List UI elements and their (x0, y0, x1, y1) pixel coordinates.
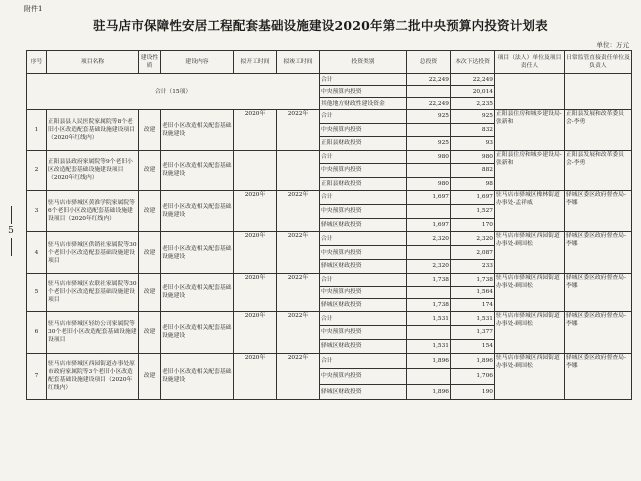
project-seq: 3 (27, 191, 47, 232)
project-content: 老旧小区改造相关配套基础设施建设 (161, 191, 234, 232)
header-start: 拟开工时间 (234, 51, 277, 74)
investment-plan-table (26, 50, 632, 400)
project-unit-person: 驻马店市驿城区橡林街道办事处-孟祥威 (495, 191, 565, 232)
project-name: 驻马店市驿城区农联社家属院等30个老旧小区改造配套基础设施建设项目 (47, 273, 139, 311)
project-nature: 改建 (139, 312, 161, 353)
project-nature: 改建 (139, 232, 161, 273)
project-supervisor: 驿城区委区政府督查局-李娜 (565, 353, 632, 400)
current-investment: 1,377 (451, 325, 495, 339)
total-investment: 925 (407, 110, 451, 124)
total-investment (407, 204, 451, 218)
page-number-marker (4, 205, 18, 257)
project-nature: 改建 (139, 191, 161, 232)
current-investment: 1,697 (451, 191, 495, 205)
project-supervisor: 驿城区委区政府督查局-李娜 (565, 191, 632, 232)
total-investment: 925 (407, 137, 451, 151)
investment-category: 合计 (320, 150, 407, 164)
current-investment: 1,527 (451, 204, 495, 218)
investment-category: 正阳县财政投资 (320, 137, 407, 151)
current-investment: 925 (451, 110, 495, 124)
total-investment: 1,738 (407, 299, 451, 312)
table-row (27, 232, 632, 246)
project-unit-person: 正阳县住房和城乡建设局-张新和 (495, 110, 565, 151)
investment-category: 合计 (320, 110, 407, 124)
investment-category: 合计 (320, 232, 407, 246)
project-supervisor: 驿城区委区政府督查局-李娜 (565, 273, 632, 311)
total-investment: 1,531 (407, 312, 451, 326)
total-investment: 1,697 (407, 218, 451, 232)
project-seq: 4 (27, 232, 47, 273)
project-unit-person: 驻马店市驿城区西园街道办事处-顾国松 (495, 353, 565, 400)
header-finish: 拟竣工时间 (277, 51, 320, 74)
header-total: 总投资 (407, 51, 451, 74)
summary-current: 20,014 (451, 86, 495, 98)
document-title: 驻马店市保障性安居工程配套基础设施建设2020年第二批中央预算内投资计划表 (93, 18, 548, 33)
header-seq: 序号 (27, 51, 47, 74)
project-seq: 5 (27, 273, 47, 311)
summary-total (407, 86, 451, 98)
project-seq: 1 (27, 110, 47, 151)
total-investment (407, 286, 451, 299)
project-name: 驻马店市驿城区黄淮学院家属院等6个老旧小区改造配套基础设施建设项目（2020年红线内） (47, 191, 139, 232)
current-investment: 1,564 (451, 286, 495, 299)
summary-supervisor-empty (565, 74, 632, 110)
investment-category: 中央预算内投资 (320, 123, 407, 137)
investment-category: 中央预算内投资 (320, 325, 407, 339)
project-start: 2020年 (234, 312, 277, 353)
project-unit-person: 驻马店市驿城区西园街道办事处-顾国松 (495, 312, 565, 353)
current-investment: 154 (451, 339, 495, 353)
unit-label: 单位：万元 (596, 41, 629, 49)
current-investment: 2,087 (451, 246, 495, 260)
total-investment: 1,697 (407, 191, 451, 205)
investment-category: 中央预算内投资 (320, 286, 407, 299)
project-name: 正阳县县政府家属院等9个老旧小区改造配套基础设施建设项目（2020年红线内） (47, 150, 139, 191)
total-investment: 1,896 (407, 384, 451, 400)
project-finish: 2022年 (277, 191, 320, 232)
total-investment (407, 246, 451, 260)
header-name: 项目名称 (47, 51, 139, 74)
summary-category: 其他地方财政性建设资金 (320, 98, 407, 110)
current-investment: 1,531 (451, 312, 495, 326)
project-finish: 2022年 (277, 353, 320, 400)
current-investment: 98 (451, 177, 495, 191)
table-row (27, 150, 632, 164)
summary-total: 22,249 (407, 98, 451, 110)
current-investment: 832 (451, 123, 495, 137)
investment-category: 驿城区财政投资 (320, 299, 407, 312)
header-current: 本次下达投资 (451, 51, 495, 74)
project-content: 老旧小区改造相关配套基础设施建设 (161, 232, 234, 273)
project-name: 正阳县县人民医院家属院等8个老旧小区改造配套基础设施建设项目（2020年红线内） (47, 110, 139, 151)
project-supervisor: 正阳县发展和改革委员会-李勇 (565, 110, 632, 151)
current-investment: 190 (451, 384, 495, 400)
header-supervisor: 日常监管直接责任单位及负责人 (565, 51, 632, 74)
project-seq: 7 (27, 353, 47, 400)
project-start (234, 150, 277, 191)
project-start: 2020年 (234, 191, 277, 232)
project-name: 驻马店市驿城区轻纺公司家属院等30个老旧小区改造配套基础设施建设项目 (47, 312, 139, 353)
project-supervisor: 正阳县发展和改革委员会-李勇 (565, 150, 632, 191)
project-start: 2020年 (234, 232, 277, 273)
project-content: 老旧小区改造相关配套基础设施建设 (161, 312, 234, 353)
project-unit-person: 驻马店市驿城区西园街道办事处-顾国松 (495, 273, 565, 311)
project-finish: 2022年 (277, 312, 320, 353)
investment-category: 合计 (320, 273, 407, 286)
investment-category: 中央预算内投资 (320, 246, 407, 260)
current-investment: 233 (451, 259, 495, 273)
project-start: 2020年 (234, 273, 277, 311)
table-row (27, 312, 632, 326)
current-investment: 174 (451, 299, 495, 312)
investment-category: 合计 (320, 312, 407, 326)
current-investment: 1,896 (451, 353, 495, 369)
project-nature: 改建 (139, 273, 161, 311)
header-nature: 建设性质 (139, 51, 161, 74)
project-nature: 改建 (139, 353, 161, 400)
project-supervisor: 驿城区委区政府督查局-李娜 (565, 232, 632, 273)
project-unit-person: 正阳县住房和城乡建设局-张新和 (495, 150, 565, 191)
summary-category: 合计 (320, 74, 407, 86)
project-finish: 2022年 (277, 273, 320, 311)
dash-divider (11, 206, 12, 224)
total-investment (407, 123, 451, 137)
header-unit-person: 项目（法人）单位及项目责任人 (495, 51, 565, 74)
total-investment (407, 369, 451, 385)
page-number: 5 (8, 226, 14, 236)
summary-total: 22,249 (407, 74, 451, 86)
attachment-label: 附件1 (24, 5, 43, 13)
header-content: 建设内容 (161, 51, 234, 74)
table-row (27, 353, 632, 369)
current-investment: 170 (451, 218, 495, 232)
table-row (27, 110, 632, 124)
project-seq: 2 (27, 150, 47, 191)
summary-label: 合计（15项） (27, 74, 320, 110)
investment-category: 驿城区财政投资 (320, 218, 407, 232)
project-content: 老旧小区改造相关配套基础设施建设 (161, 273, 234, 311)
project-finish: 2022年 (277, 232, 320, 273)
total-investment: 980 (407, 177, 451, 191)
total-investment (407, 325, 451, 339)
investment-category: 驿城区财政投资 (320, 339, 407, 353)
current-investment: 1,738 (451, 273, 495, 286)
table-header-row (27, 51, 632, 74)
investment-category: 中央预算内投资 (320, 369, 407, 385)
current-investment: 980 (451, 150, 495, 164)
current-investment: 882 (451, 164, 495, 178)
project-unit-person: 驻马店市驿城区西园街道办事处-顾国松 (495, 232, 565, 273)
project-start: 2020年 (234, 353, 277, 400)
investment-category: 中央预算内投资 (320, 164, 407, 178)
dash-divider (11, 238, 12, 256)
project-supervisor: 驿城区委区政府督查局-李娜 (565, 312, 632, 353)
total-investment: 980 (407, 150, 451, 164)
investment-category: 合计 (320, 191, 407, 205)
project-finish: 2022年 (277, 110, 320, 151)
current-investment: 2,320 (451, 232, 495, 246)
table-row (27, 191, 632, 205)
investment-category: 合计 (320, 353, 407, 369)
project-content: 老旧小区改造相关配套基础设施建设 (161, 150, 234, 191)
investment-category: 驿城区财政投资 (320, 259, 407, 273)
investment-category: 中央预算内投资 (320, 204, 407, 218)
summary-unit-empty (495, 74, 565, 110)
total-investment: 1,738 (407, 273, 451, 286)
current-investment: 93 (451, 137, 495, 151)
current-investment: 1,706 (451, 369, 495, 385)
summary-category: 中央预算内投资 (320, 86, 407, 98)
project-content: 老旧小区改造相关配套基础设施建设 (161, 353, 234, 400)
total-investment: 1,531 (407, 339, 451, 353)
total-investment (407, 164, 451, 178)
project-nature: 改建 (139, 150, 161, 191)
project-name: 驻马店市驿城区供销社家属院等30个老旧小区改造配套基础设施建设项目 (47, 232, 139, 273)
header-category: 投资类别 (320, 51, 407, 74)
project-name: 驻马店市驿城区西园街道办事处原市政府家属院等3个老旧小区改造配套基础设施建设项目（2020年红线内） (47, 353, 139, 400)
project-seq: 6 (27, 312, 47, 353)
investment-category: 正阳县财政投资 (320, 177, 407, 191)
total-investment: 1,896 (407, 353, 451, 369)
project-finish (277, 150, 320, 191)
total-investment: 2,320 (407, 232, 451, 246)
summary-current: 22,249 (451, 74, 495, 86)
total-investment: 2,320 (407, 259, 451, 273)
project-nature: 改建 (139, 110, 161, 151)
investment-category: 驿城区财政投资 (320, 384, 407, 400)
summary-current: 2,235 (451, 98, 495, 110)
project-start: 2020年 (234, 110, 277, 151)
table-row (27, 273, 632, 286)
summary-row (27, 74, 632, 86)
project-content: 老旧小区改造相关配套基础设施建设 (161, 110, 234, 151)
